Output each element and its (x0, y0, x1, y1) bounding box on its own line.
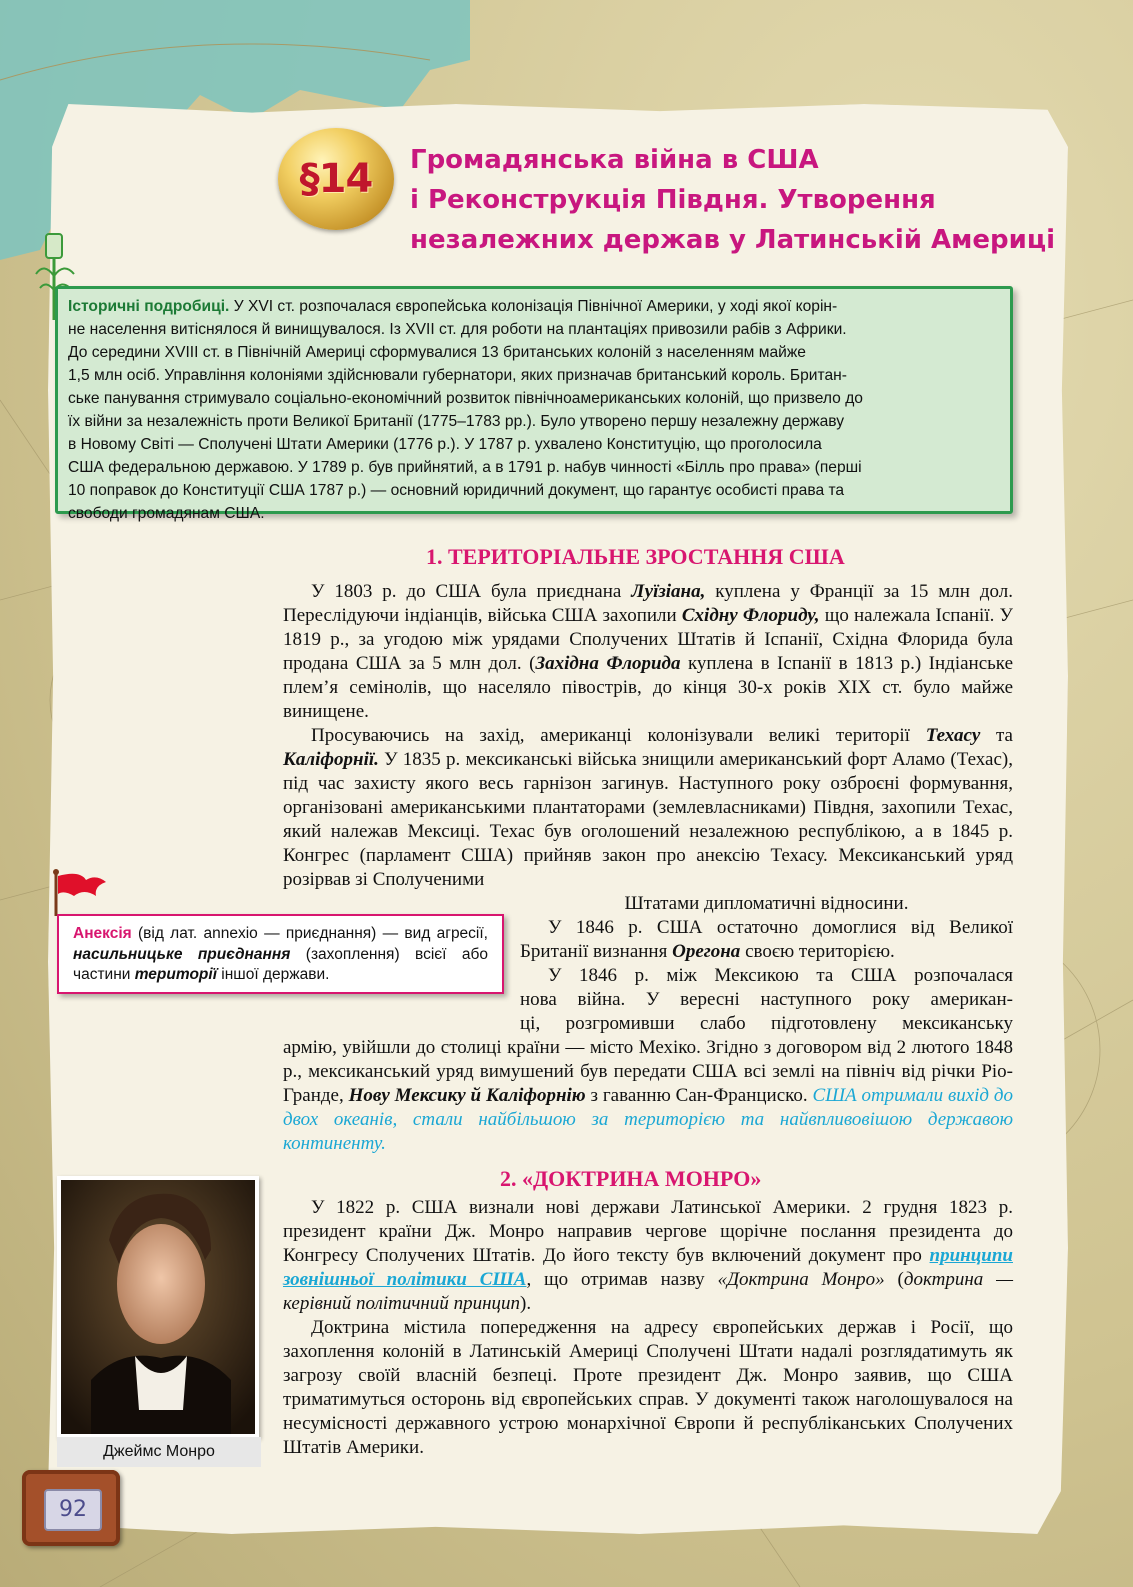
text-run: У 1803 р. до США була приєднана (311, 581, 632, 602)
term-oregon: Орегона (672, 941, 741, 962)
portrait-caption: Джеймс Монро (57, 1437, 261, 1467)
text-run: куплена у Франції за 15 млн дол. Переслідуючи індіанців, війська США захопили (283, 581, 1013, 626)
text-run: (захоплення) всієї або частини (73, 945, 488, 983)
text-run: (від лат. annexio — приєднання) — вид агресії, (131, 925, 488, 942)
details-line: До середини XVIII ст. в Північній Америці сформувалися 13 британських колоній з населенням майже (68, 344, 806, 361)
details-line: 10 поправок до Конституції США 1787 р.) — основний юридичний документ, що гарантує особисті права та (68, 482, 845, 499)
text-run: насильницьке приєднання (73, 945, 291, 963)
text-line: ці, розгромивши слабо підготовлену мексиканську (520, 1013, 1013, 1034)
section-1-wrapped-text (520, 892, 1013, 1036)
text-line: Штатами дипломатичні відносини. (624, 893, 909, 914)
text-line: нова війна. У вересні наступного року американ- (520, 989, 1013, 1010)
text-run: іншої держави. (217, 966, 330, 983)
text-run: що належала Іспанії. У 1819 р., за угодою між урядами Сполучених Штатів й Іспанії, Східна Флорида була продана США за 5 млн дол. ( (283, 605, 1014, 674)
paragraph (283, 1196, 1013, 1316)
details-line: в Новому Світі — Сполучені Штати Америки (1776 р.). У 1787 р. ухвалено Конституцію, що проголосила (68, 436, 822, 453)
paragraph (283, 724, 1013, 892)
section-1-text-end (283, 1036, 1013, 1156)
text-run: куплена в Іспанії в 1813 р.) Індіанське плем’я семінолів, що населяло півострів, до кінця 30-х років XIX ст. було майже винищене. (283, 653, 1013, 722)
details-line: не населення витіснялося й винищувалося. Із XVII ст. для роботи на плантаціях привозили рабів з Африки. (68, 321, 847, 338)
term-louisiana: Луїзіана, (631, 581, 706, 602)
text-run: У 1835 р. мексиканські війська знищили американський форт Аламо (Техас), під час захисту якого весь гарнізон загинув. Наступного року озброєні формування, організовані американськими плантаторами (землевласниками) Півдня, захопили Техас, який належав Мексиці. Техас був оголошений незалежною республікою, а в 1845 р. Конгрес (парламент США) прийняв закон про анексію Техасу. Мексиканський уряд розірвав зі Сполученими (283, 749, 1013, 890)
term-california: Каліфорнії. (283, 749, 379, 770)
text-run: армію, увійшли до столиці країни — місто Мехіко. Згідно з договором від 2 лютого 1848 р., мексиканський уряд вимушений був передати США всі землі на північ від річки Ріо-Гранде, (283, 1037, 1013, 1106)
text-run: своєю територією. (740, 941, 895, 962)
details-line: У XVI ст. розпочалася європейська колонізація Північної Америки, у ході якої корін- (229, 298, 838, 315)
historical-details-box (55, 286, 1013, 522)
details-label: Історичні подробиці. (68, 298, 230, 315)
text-run: території (134, 966, 217, 983)
text-run: ( (884, 1269, 904, 1290)
section-1-text (283, 580, 1013, 892)
section-2-heading: 2. «ДОКТРИНА МОНРО» (500, 1166, 762, 1191)
title-line: Громадянська війна в США (410, 145, 819, 175)
highlight-conclusion: США отримали вихід до двох океанів, стали найбільшою за територією та найвпливовішою державою континенту. (283, 1085, 1013, 1154)
term-west-florida: Західна Флорида (535, 653, 681, 674)
text-run: , що отримав назву (526, 1269, 718, 1290)
term-east-florida: Східну Флориду, (681, 605, 820, 626)
text-run: та (980, 725, 1013, 746)
details-line: їх війни за незалежність проти Великої Британії (1775–1783 рр.). Було утворено першу незалежну державу (68, 413, 844, 430)
paragraph (283, 580, 1013, 724)
page-title (410, 140, 1056, 260)
section-2-text (283, 1196, 1013, 1460)
paragraph-number: §14 (299, 156, 373, 202)
details-line: 1,5 млн осіб. Управління колоніями здійснювали губернатори, яких призначав британський король. Британ- (68, 367, 847, 384)
text-run: Просуваючись на захід, американці колонізували великі території (311, 725, 926, 746)
paragraph-badge (278, 128, 394, 230)
portrait-james-monroe (57, 1176, 259, 1438)
text-run: з гаванню Сан-Франциско. (585, 1085, 813, 1106)
title-line: і Реконструкція Півдня. Утворення (410, 185, 936, 215)
term-texas: Техасу (925, 725, 981, 746)
details-line: ське панування стримувало соціально-економічний розвиток північноамериканських колоній, що призвело до (68, 390, 863, 407)
term-foreign-policy: принципи зовнішньої політики США (283, 1245, 1013, 1290)
doctrine-definition: доктрина — керівний політичний принцип (283, 1269, 1013, 1314)
text-line: У 1846 р. між Мексикою та США розпочалася (548, 965, 1013, 986)
text-run: У 1822 р. США визнали нові держави Латинської Америки. 2 грудня 1823 р. президент країни Дж. Монро направив чергове щорічне послання президента до Конгресу Сполучених Штатів. До його тексту був включений документ про (283, 1197, 1013, 1266)
paragraph: Доктрина містила попередження на адресу європейських держав і Росії, що захоплення колоній в Латинській Америці Сполучені Штати надалі розглядатимуть як загрозу своїй власній безпеці. Проте президент Дж. Монро заявив, що США триматимуться осторонь від європейських справ. У документі також наголошувалося на несумісності державного устрою монархічної Європи й республіканських Сполучених Штатів Америки. (283, 1317, 1013, 1458)
page-number: 92 (44, 1489, 102, 1531)
text-run: Британії визнання (520, 941, 673, 962)
section-1-heading: 1. ТЕРИТОРІАЛЬНЕ ЗРОСТАННЯ США (426, 544, 845, 569)
definition-term: Анексія (73, 925, 132, 942)
details-line: США федеральною державою. У 1789 р. був прийнятий, а в 1791 р. набув чинності «Білль про права» (перші (68, 459, 862, 476)
details-line: свободи громадянам США. (68, 505, 265, 522)
term-monroe-doctrine: «Доктрина Монро» (717, 1269, 885, 1290)
annexation-definition-box (57, 914, 504, 994)
term-new-mexico-california: Нову Мексику й Каліфорнію (348, 1085, 586, 1106)
title-line: незалежних держав у Латинській Америці (410, 225, 1056, 255)
text-line: У 1846 р. США остаточно домоглися від Великої (548, 917, 1013, 938)
text-run: ). (520, 1293, 532, 1314)
